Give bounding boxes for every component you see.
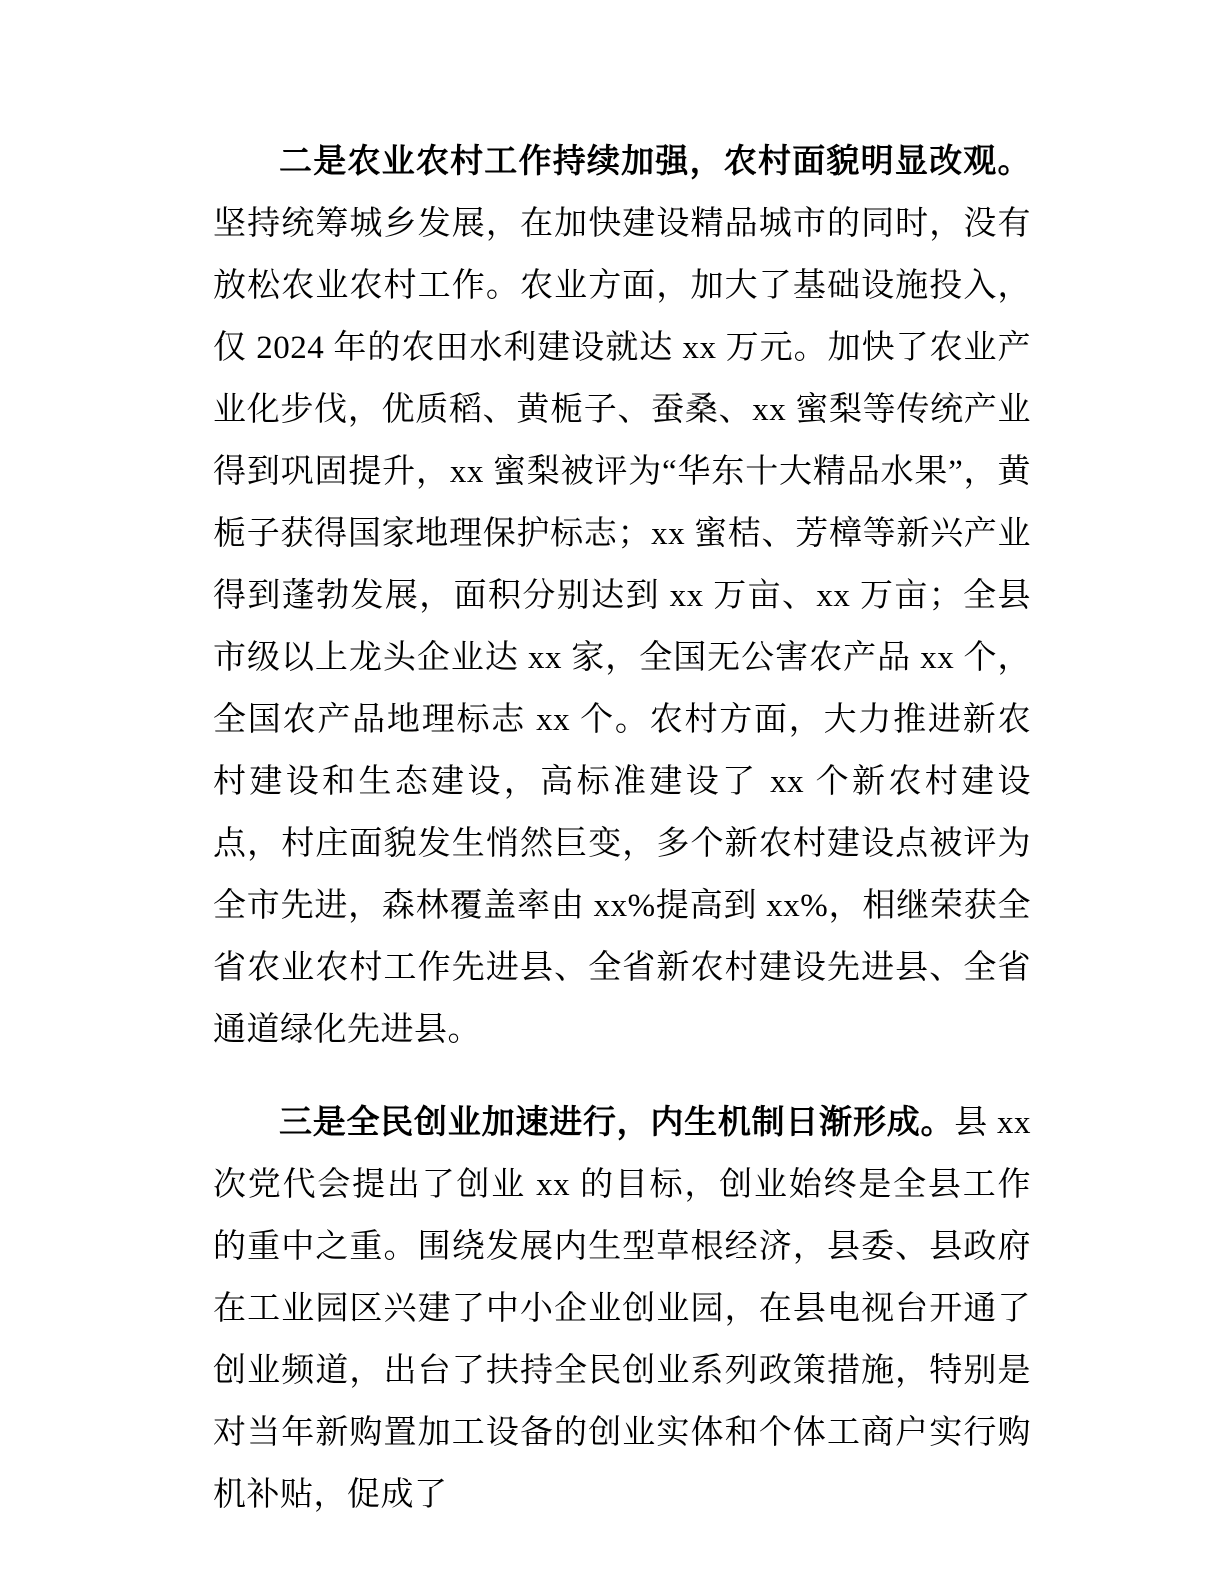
paragraph-lead-bold: 二是农业农村工作持续加强，农村面貌明显改观。 — [279, 142, 1031, 179]
paragraph-body: 坚持统筹城乡发展，在加快建设精品城市的同时，没有放松农业农村工作。农业方面，加大了基础设施投入，仅 2024 年的农田水利建设就达 xx 万元。加快了农业产业化步伐，优质稻、黄栀子、蚕桑、xx 蜜梨等传统产业得到巩固提升，xx 蜜梨被评为“华东十大精品水果”，黄栀子获得国家地理保护标志；xx 蜜桔、芳樟等新兴产业得到蓬勃发展，面积分别达到 xx 万亩、xx 万亩；全县市级以上龙头企业达 xx 家，全国无公害农产品 xx 个，全国农产品地理标志 xx 个。农村方面，大力推进新农村建设和生态建设，高标准建设了 xx 个新农村建设点，村庄面貌发生悄然巨变，多个新农村建设点被评为全市先进，森林覆盖率由 xx%提高到 xx%，相继荣获全省农业农村工作先进县、全省新农村建设先进县、全省通道绿化先进县。 — [213, 206, 1032, 1048]
paragraph-lead-bold: 三是全民创业加速进行，内生机制日渐形成。 — [279, 1103, 955, 1140]
paragraph-rural-work — [213, 130, 1031, 1061]
paragraph-entrepreneurship — [213, 1091, 1031, 1526]
document-text-block — [213, 130, 1031, 1556]
paragraph-body: 县 xx 次党代会提出了创业 xx 的目标，创业始终是全县工作的重中之重。围绕发展内生型草根经济，县委、县政府在工业园区兴建了中小企业创业园，在县电视台开通了创业频道，出台了扶持全民创业系列政策措施，特别是对当年新购置加工设备的创业实体和个体工商户实行购机补贴，促成了 — [213, 1105, 1032, 1513]
